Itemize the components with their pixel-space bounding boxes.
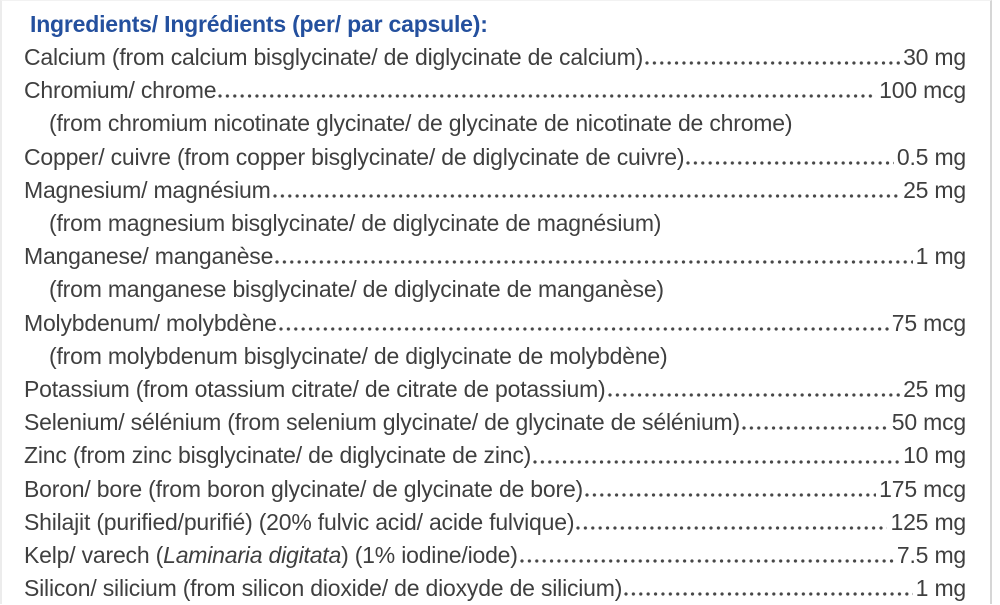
dot-leader — [624, 592, 912, 596]
ingredient-amount: 0.5 mg — [896, 143, 966, 170]
ingredient-row — [24, 307, 966, 340]
ingredient-amount: 25 mg — [903, 176, 966, 203]
ingredient-amount: 125 mg — [890, 508, 966, 535]
dot-leader — [608, 393, 901, 397]
ingredient-text-before: Silicon/ silicium (from silicon dioxide/ de dioxyde de silicium) — [24, 575, 623, 602]
ingredient-text — [49, 273, 664, 306]
ingredient-text-before: Boron/ bore (from boron glycinate/ de glycinate de bore) — [24, 475, 584, 502]
dot-leader — [279, 327, 889, 331]
ingredient-list — [24, 41, 966, 605]
ingredient-row — [24, 439, 966, 472]
dot-leader — [275, 260, 912, 264]
ingredient-row — [24, 107, 966, 140]
ingredient-text — [24, 240, 273, 273]
ingredient-text — [49, 107, 792, 140]
ingredient-row — [24, 406, 966, 439]
ingredient-amount: 1 mg — [915, 575, 966, 602]
ingredient-amount: 7.5 mg — [896, 542, 966, 569]
ingredient-row — [24, 373, 966, 406]
ingredient-text-before: Selenium/ sélénium (from selenium glycinate/ de glycinate de sélénium) — [24, 409, 740, 436]
ingredient-text — [49, 340, 667, 373]
dot-leader — [645, 61, 900, 65]
ingredient-amount: 175 mcg — [879, 475, 966, 502]
ingredient-row — [24, 141, 966, 174]
ingredient-text-before: (from manganese bisglycinate/ de diglycinate de manganèse) — [49, 276, 664, 303]
ingredient-amount: 50 mcg — [891, 409, 966, 436]
ingredient-text — [24, 539, 518, 572]
dot-leader — [520, 559, 894, 563]
ingredient-text — [24, 307, 277, 340]
ingredient-amount: 25 mg — [903, 376, 966, 403]
dot-leader — [686, 161, 894, 165]
dot-leader — [576, 526, 887, 530]
ingredient-row — [24, 240, 966, 273]
ingredient-row — [24, 41, 966, 74]
ingredient-row — [24, 539, 966, 572]
ingredient-row — [24, 207, 966, 240]
ingredient-latin-name: Laminaria digitata — [163, 542, 342, 569]
ingredient-amount: 75 mcg — [891, 309, 966, 336]
ingredient-text — [24, 572, 622, 605]
ingredient-text-before: Molybdenum/ molybdène — [24, 309, 277, 336]
ingredient-row — [24, 572, 966, 605]
ingredient-text-before: (from chromium nicotinate glycinate/ de glycinate de nicotinate de chrome) — [49, 110, 793, 137]
ingredient-text-before: (from magnesium bisglycinate/ de diglycinate de magnésium) — [49, 210, 662, 237]
ingredient-amount: 30 mg — [903, 44, 966, 70]
ingredient-text-before: Manganese/ manganèse — [24, 243, 274, 270]
ingredient-text-before: (from molybdenum bisglycinate/ de diglycinate de molybdène) — [49, 342, 668, 369]
dot-leader — [742, 426, 889, 430]
ingredient-text — [24, 74, 216, 107]
ingredient-text — [24, 373, 606, 406]
ingredient-text — [24, 141, 684, 174]
ingredient-row — [24, 174, 966, 207]
ingredient-text-before: Chromium/ chrome — [24, 77, 217, 104]
ingredient-text-before: Zinc (from zinc bisglycinate/ de diglycinate de zinc) — [24, 442, 532, 469]
dot-leader — [585, 493, 876, 497]
ingredient-text-before: Magnesium/ magnésium — [24, 176, 271, 203]
ingredient-text — [24, 174, 271, 207]
ingredient-row — [24, 273, 966, 306]
ingredient-row — [24, 473, 966, 506]
ingredient-text-before: Copper/ cuivre (from copper bisglycinate/ de diglycinate de cuivre) — [24, 143, 685, 170]
ingredient-text — [24, 439, 531, 472]
ingredient-row — [24, 506, 966, 539]
ingredient-amount: 1 mg — [915, 243, 966, 270]
ingredient-text — [24, 41, 643, 74]
ingredient-text — [24, 473, 583, 506]
ingredient-row — [24, 74, 966, 107]
ingredient-text — [24, 406, 740, 439]
ingredients-title: Ingredients/ Ingrédients (per/ par capsule): — [30, 11, 488, 37]
dot-leader — [218, 94, 876, 98]
ingredient-text-after: ) (1% iodine/iode) — [341, 542, 518, 569]
ingredient-text-before: Calcium (from calcium bisglycinate/ de diglycinate de calcium) — [24, 44, 644, 70]
ingredient-amount: 10 mg — [903, 442, 966, 469]
ingredient-text — [24, 506, 574, 539]
ingredient-row — [24, 340, 966, 373]
dot-leader — [533, 460, 900, 464]
ingredient-text-before: Kelp/ varech ( — [24, 542, 164, 569]
ingredient-text-before: Potassium (from otassium citrate/ de citrate de potassium) — [24, 376, 606, 403]
dot-leader — [273, 194, 901, 198]
ingredient-text-before: Shilajit (purified/purifié) (20% fulvic acid/ acide fulvique) — [24, 508, 575, 535]
ingredient-amount: 100 mcg — [879, 77, 966, 104]
ingredient-text — [49, 207, 661, 240]
